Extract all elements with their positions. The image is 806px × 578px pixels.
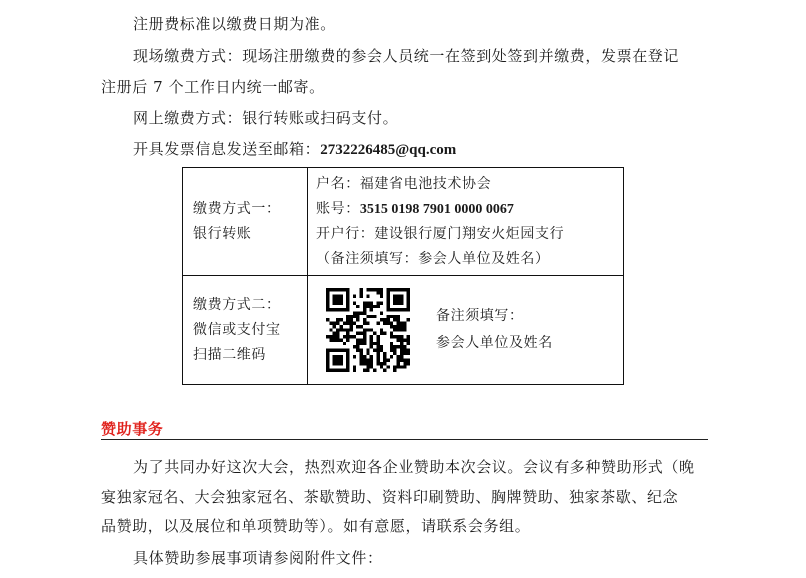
qr-note-body: 参会人单位及姓名 (436, 335, 553, 351)
heading-divider (101, 439, 708, 440)
invoice-email-label: 开具发票信息发送至邮箱： (133, 140, 321, 158)
table-row-bank-transfer (183, 168, 624, 276)
sponsor-body-line-3: 品赞助，以及展位和单项赞助等）。如有意愿，请联系会务组。 (101, 517, 531, 535)
bank-remark: （备注须填写：参会人单位及姓名） (316, 250, 550, 267)
account-number: 3515 0198 7901 0000 0067 (359, 201, 514, 217)
account-name: 户名：福建省电池技术协会 (316, 175, 492, 192)
method2-title: 缴费方式二： (193, 296, 281, 313)
method2-subtitle-2: 扫描二维码 (193, 346, 266, 363)
sponsor-attachment-text: 具体赞助参展事项请参阅附件文件： (133, 549, 383, 567)
table-row-qr-payment (183, 276, 624, 385)
sponsor-body-line-1: 为了共同办好这次大会，热烈欢迎各企业赞助本次会议。会议有多种赞助形式（晚 (133, 458, 695, 476)
qr-note-title: 备注须填写： (436, 308, 524, 324)
invoice-email-line (133, 139, 456, 160)
method1-title: 缴费方式一： (193, 200, 281, 217)
payment-methods-table (182, 167, 624, 385)
account-number-label: 账号： (316, 200, 360, 217)
method2-label-cell (183, 276, 308, 385)
invoice-email-address[interactable]: 2732226485@qq.com (320, 142, 457, 158)
account-number-line (316, 197, 623, 222)
method1-label-cell (183, 168, 308, 276)
method1-detail-cell (308, 168, 624, 276)
method1-subtitle: 银行转账 (193, 225, 252, 242)
qr-note (436, 303, 553, 357)
method2-subtitle-1: 微信或支付宝 (193, 321, 281, 338)
onsite-payment-text-cont: 注册后 7 个工作日内统一邮寄。 (101, 78, 325, 96)
fee-standard-text: 注册费标准以缴费日期为准。 (133, 15, 336, 33)
payment-qr-code-icon (326, 288, 410, 372)
online-payment-text: 网上缴费方式：银行转账或扫码支付。 (133, 109, 399, 127)
bank-branch: 开户行：建设银行厦门翔安火炬园支行 (316, 225, 565, 242)
onsite-payment-text: 现场缴费方式：现场注册缴费的参会人员统一在签到处签到并缴费，发票在登记 (133, 47, 680, 65)
method2-detail-cell (308, 276, 624, 385)
sponsor-heading: 赞助事务 (101, 420, 164, 438)
sponsor-body-line-2: 宴独家冠名、大会独家冠名、茶歇赞助、资料印刷赞助、胸牌赞助、独家茶歇、纪念 (101, 488, 679, 506)
